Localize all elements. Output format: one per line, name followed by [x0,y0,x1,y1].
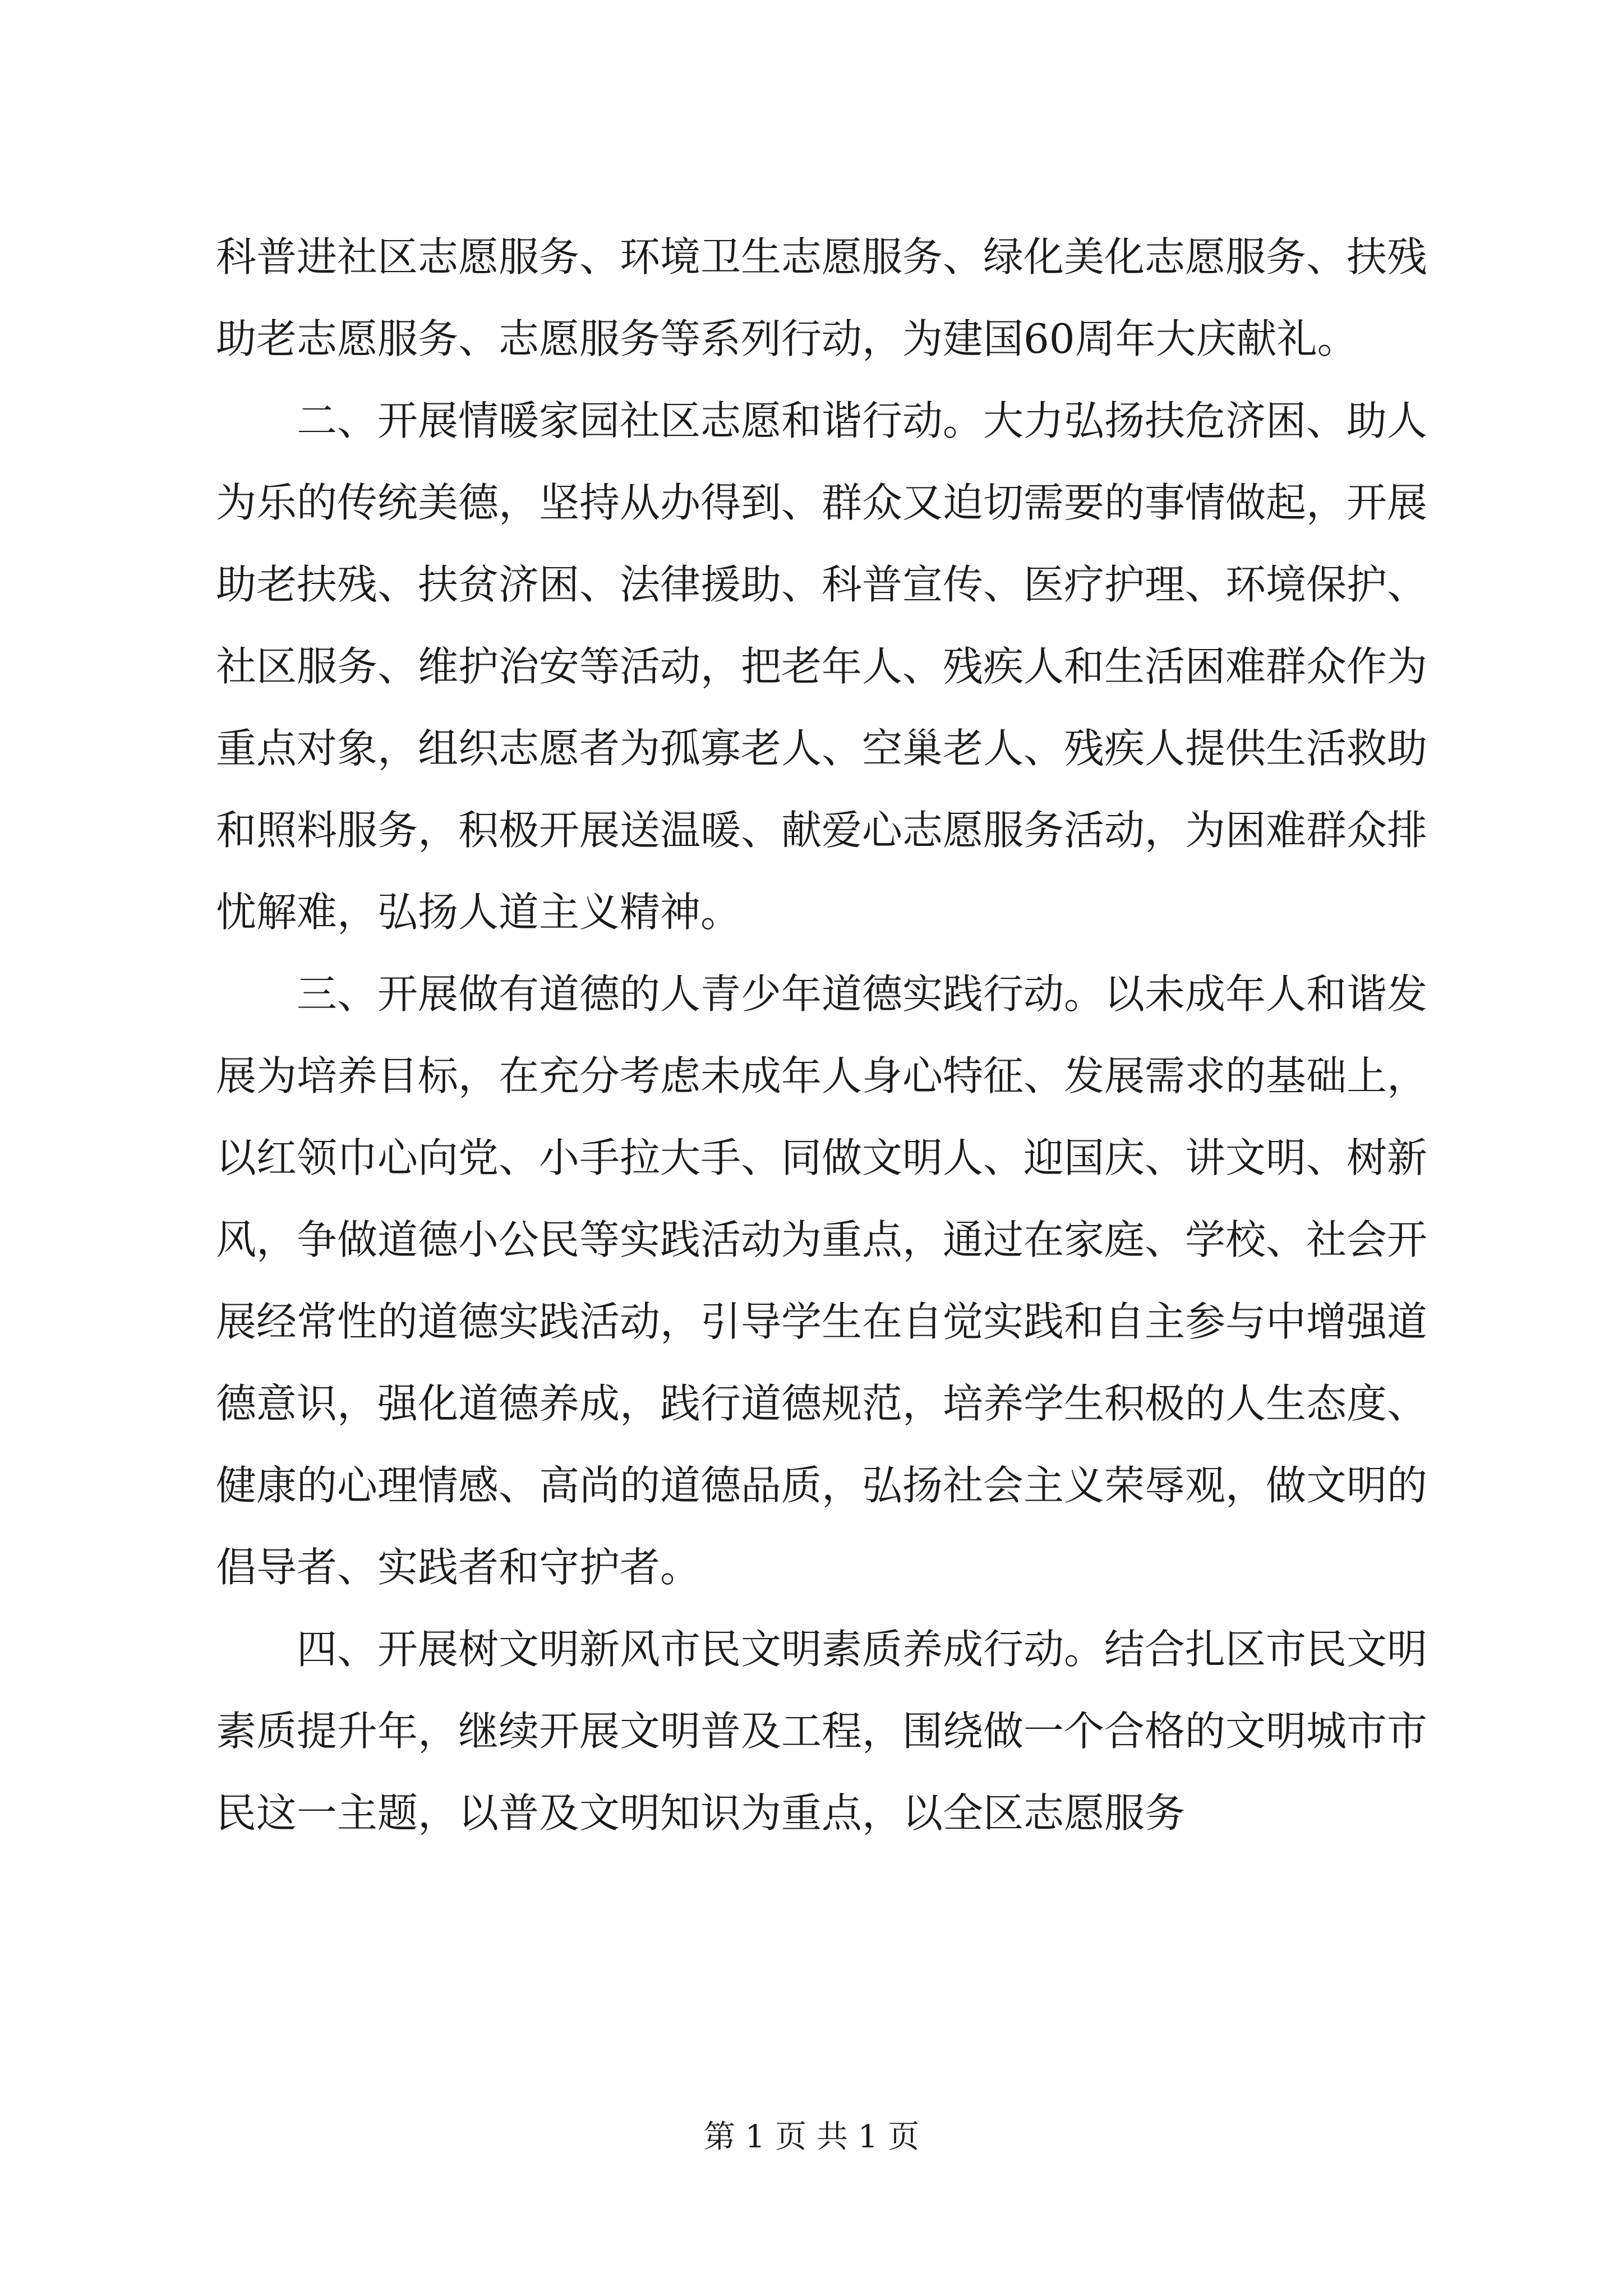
paragraph-4: 四、开展树文明新风市民文明素质养成行动。结合扎区市民文明素质提升年，继续开展文明普及工程，围绕做一个合格的文明城市市民这一主题，以普及文明知识为重点，以全区志愿服务 [216,1626,1428,1837]
paragraph-2: 二、开展情暖家园社区志愿和谐行动。大力弘扬扶危济困、助人为乐的传统美德，坚持从办得到、群众又迫切需要的事情做起，开展助老扶残、扶贫济困、法律援助、科普宣传、医疗护理、环境保护、社区服务、维护治安等活动，把老年人、残疾人和生活困难群众作为重点对象，组织志愿者为孤寡老人、空巢老人、残疾人提供生活救助和照料服务，积极开展送温暖、献爱心志愿服务活动，为困难群众排忧解难，弘扬人道主义精神。 [216,397,1428,936]
document-body [216,216,1427,1854]
paragraph-1: 科普进社区志愿服务、环境卫生志愿服务、绿化美化志愿服务、扶残助老志愿服务、志愿服务等系列行动，为建国60周年大庆献礼。 [216,233,1428,362]
paragraph-3: 三、开展做有道德的人青少年道德实践行动。以未成年人和谐发展为培养目标，在充分考虑未成年人身心特征、发展需求的基础上，以红领巾心向党、小手拉大手、同做文明人、迎国庆、讲文明、树新风，争做道德小公民等实践活动为重点，通过在家庭、学校、社会开展经常性的道德实践活动，引导学生在自觉实践和自主参与中增强道德意识，强化道德养成，践行道德规范，培养学生积极的人生态度、健康的心理情感、高尚的道德品质，弘扬社会主义荣辱观，做文明的倡导者、实践者和守护者。 [216,970,1428,1591]
page-footer [0,2118,1623,2157]
page-number-label: 第 1 页 共 1 页 [703,2119,920,2155]
